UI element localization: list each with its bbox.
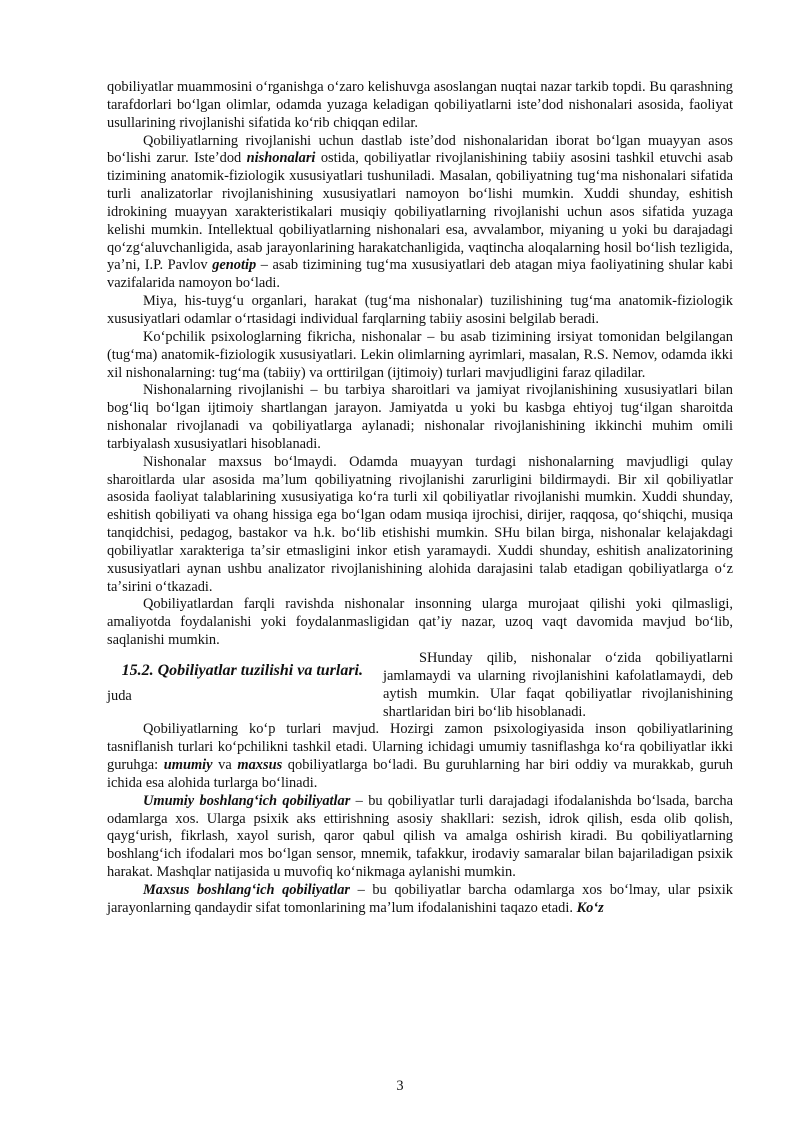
page-number: 3: [396, 1078, 404, 1094]
paragraph-5: Nishonalarning rivojlanishi – bu tarbiya sharoitlari va jamiyat rivojlanishining xususiyatlari bilan bogʻliq boʻlgan ijtimoiy shartlangan jarayon. Jamiyatda u yoki bu kasbga ehtiyoj tugʻilgan sharoitda nishonalar rivojlanadi va qobiliyatlarga aylanadi; nishonalar rivojlanishining ikkinchi muhim omili tarbiyalash xususiyatlari hisoblanadi.: [107, 382, 733, 452]
paragraph-1: qobiliyatlar muammosini oʻrganishga oʻzaro kelishuvga asoslangan nuqtai nazar tarkib topdi. Bu qarashning tarafdorlari boʻlgan olimlar, odamda yuzaga keladigan qobiliyatlarni isteʼdod nishonalari asosida, faoliyat usullarining rivojlanishi sifatida koʻrib chiqqan edilar.: [107, 79, 733, 131]
text-column: [107, 79, 733, 918]
term-maxsus: maxsus: [237, 757, 283, 774]
paragraph-2: Qobiliyatlarning rivojlanishi uchun dastlab isteʼdod nishonalaridan iborat boʻlgan muayyan asos boʻlishi zarur. Isteʼdod nishonalari ostida, qobiliyatlar rivojlanishining tabiiy asosini tashkil etuvchi asab tizimining anatomik-fiziologik xususiyatlari tushuniladi. Masalan, qobiliyatning tugʻma nishonalari sifatida turli analizatorlar rivojlanishining xususiyatlari namoyon boʻlishi mumkin. Xuddi shunday, eshitish idrokining muayyan xarakteristikalari musiqiy qobiliyatlarning rivojlanishi uchun asos sifatida yuzaga kelishi mumkin. Intellektual qobiliyatlarning nishonalari esa, avvalambor, miyaning u yoki bu darajadagi qoʻzgʻaluvchanligida, asab jarayonlarining harakatchanligida, vaqtincha aloqalarning hosil boʻlish tezligida, yaʼni, I.P. Pavlov genotip – asab tizimining tugʻma xususiyatlari deb atagan miya faoliyatining shular kabi vazifalarida namoyon boʻladi.: [107, 132, 733, 292]
paragraph-7: Qobiliyatlardan farqli ravishda nishonalar insonning ularga murojaat qilishi yoki qilmasligi, amaliyotda foydalanishi yoki foydalanmasligidan qatʼiy nazar, uzoq vaqt davomida mavjud boʻlib, saqlanishi mumkin.: [107, 596, 733, 649]
paragraph-3: Miya, his-tuygʻu organlari, harakat (tugʻma nishonalar) tuzilishining tugʻma anatomik-fiziologik xususiyatlari odamlar oʻrtasidagi individual farqlarning tabiiy asosini belgilab beradi.: [107, 293, 733, 327]
term-general: Umumiy boshlangʻich qobiliyatlar: [143, 792, 351, 809]
paragraph-types: Qobiliyatlarning koʻp turlari mavjud. Hozirgi zamon psixologiyasida inson qobiliyatlarining tasniflanish turlari koʻpchilikni tashkil etadi. Ularning ichidagi umumiy tasniflashga koʻra qobiliyatlar ikki guruhga: umumiy va maxsus qobiliyatlarga boʻladi. Bu guruhlarning har biri oddiy va murakkab, guruh ichida esa alohida turlarga boʻlinadi.: [107, 721, 733, 791]
term-nishonalari: nishonalari: [246, 150, 316, 167]
section-heading: 15.2. Qobiliyatlar tuzilishi va turlari.: [121, 662, 363, 679]
term-koz: Koʻz: [576, 899, 604, 916]
paragraph-special: Maxsus boshlangʻich qobiliyatlar – bu qobiliyatlar barcha odamlarga xos boʻlmay, ular psixik jarayonlarning qandaydir sifat tomonlarining maʼlum ifodalanishini taqazo etadi. Koʻz: [107, 881, 734, 916]
section-heading-box: [107, 660, 363, 706]
paragraph-4: Koʻpchilik psixologlarning fikricha, nishonalar – bu asab tizimining irsiyat tomonidan belgilangan (tugʻma) anatomik-fiziologik xususiyatlari. Lekin olimlarning ayrimlari, masalan, R.S. Nemov, odamda ikki xil nishonalarning: tugʻma (tabiiy) va orttirilgan (ijtimoiy) turlari mavjudligini faraz qiladilar.: [107, 328, 733, 381]
lead-word: juda: [107, 688, 132, 704]
term-umumiy: umumiy: [163, 757, 213, 774]
term-genotip: genotip: [212, 257, 257, 274]
term-special: Maxsus boshlangʻich qobiliyatlar: [143, 881, 351, 898]
paragraph-6: Nishonalar maxsus boʻlmaydi. Odamda muayyan turdagi nishonalarning mavjudligi qulay sharoitlarda ular asosida maʼlum qobiliyatning rivojlanishi zarurligini bildirmaydi. Bir xil qobiliyatlar asosida faoliyat talablarining xususiyatiga koʻra turli xil qobiliyatlar rivojlanishi mumkin. Xuddi shunday, eshitish qobiliyati va ohang hissiga ega boʻlgan odam musiqa ijrochisi, dirijer, raqqosa, qoʻshiqchi, musiqa tanqidchisi, pedagog, bastakor va h.k. boʻlib etishishi mumkin. SHu bilan birga, nishonalar kelajakdagi qobiliyatlar xarakteriga taʼsir etmasligini inkor etish yaramaydi. Xuddi shunday, eshitish analizatorining xususiyatlari aynan ushbu analizator rivojlanishining alohida darajasini talab etadigan qobiliyatlarga oʻz taʼsirini oʻtkazadi.: [107, 453, 733, 595]
paragraph-8: SHunday qilib, nishonalar oʻzida qobiliyatlarni jamlamaydi va ularning rivojlanishini kafolatlamaydi, deb aytish mumkin. Ular faqat qobiliyatlar rivojlanishining shartlaridan biri boʻlib hisoblanadi.: [383, 650, 733, 720]
paragraph-general: Umumiy boshlangʻich qobiliyatlar – bu qobiliyatlar turli darajadagi ifodalanishda boʻlsada, barcha odamlarga xos. Ularga psixik aks ettirishning asosiy shakllari: sezish, idrok qilish, esda olib qolish, qaygʻurish, fikrlash, xayol surish, qaror qabul qilish va amalga oshirish kiradi. Bu qobiliyatlarning boshlangʻich ifodalari mos boʻlgan sensor, mnemik, tafakkur, irodaviy samaralar bilan bajariladigan psixik harakat. Mashqlar natijasida u muvofiq koʻnikmaga aylanishi mumkin.: [107, 792, 733, 881]
